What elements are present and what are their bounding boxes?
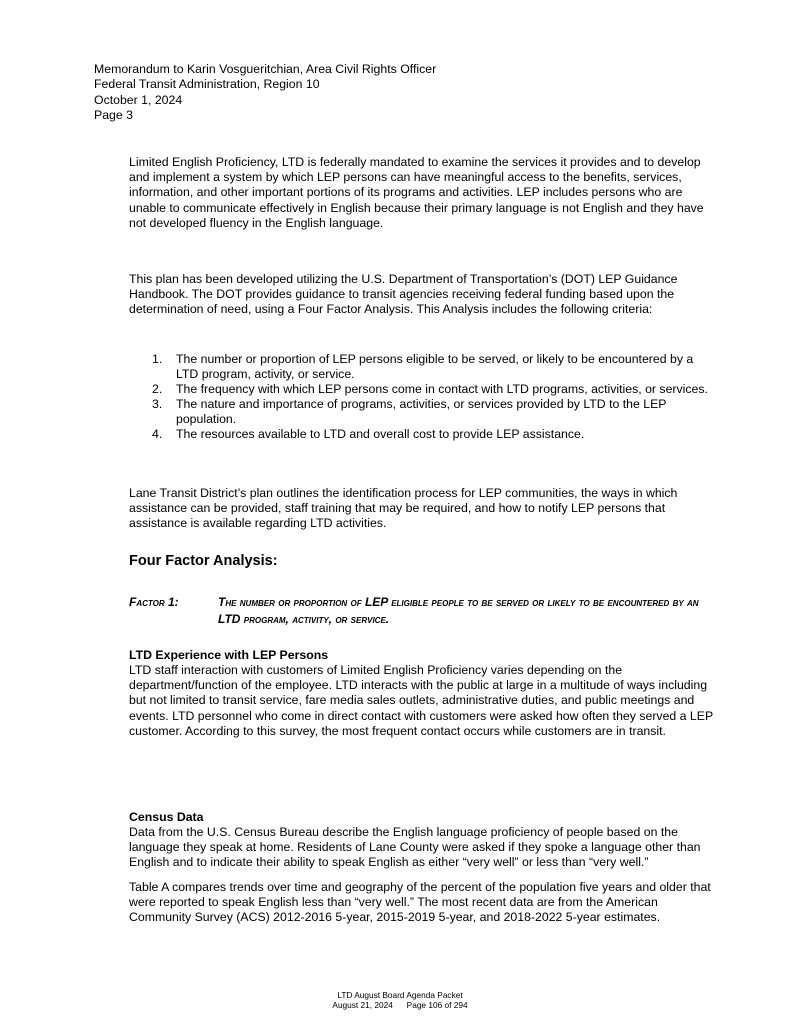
section-heading: Four Factor Analysis:: [129, 553, 278, 569]
census-paragraph: Data from the U.S. Census Bureau describe the English language proficiency of people based on the language they speak at home. Residents of Lane County were asked if they spoke a language other than English and to indicate their ability to speak English as either “very well” or less than “very well.”: [129, 825, 701, 870]
census-heading: Census Data: [129, 810, 204, 824]
factor-text: The number or proportion of LEP eligible people to be served or likely to be encountered by an LTD program, activity, or service.: [218, 595, 699, 626]
memo-date: October 1, 2024: [94, 92, 183, 107]
list-item: [152, 427, 712, 442]
memo-page: Page 3: [94, 108, 133, 123]
memo-recipient: Memorandum to Karin Vosgueritchian, Area Civil Rights Officer: [94, 62, 437, 76]
list-item: [152, 397, 712, 427]
experience-paragraph: LTD staff interaction with customers of Limited English Proficiency varies depending on the department/function of the employee. LTD interacts with the public at large in a multitude of ways including but not limited to transit service, fare media sales outlets, administrative duties, and public meetings and events. LTD personnel who come in direct contact with customers were asked how often they served a LEP customer. According to this survey, the most frequent contact occurs while customers are in transit.: [129, 663, 713, 738]
experience-heading: LTD Experience with LEP Persons: [129, 648, 329, 662]
memo-header: [94, 62, 436, 124]
outline-paragraph: Lane Transit District’s plan outlines the identification process for LEP communities, the ways in which assistance can be provided, staff training that may be required, and how to notify LEP persons that assistance is available regarding LTD activities.: [129, 486, 678, 531]
list-text: The nature and importance of programs, activities, or services provided by LTD to the LEP population.: [176, 396, 667, 426]
list-number: 1.: [152, 352, 163, 366]
list-number: 2.: [152, 381, 163, 396]
intro-paragraph: Limited English Proficiency, LTD is federally mandated to examine the services it provides and to develop and implement a system by which LEP persons can have meaningful access to the benefits, services, information, and other important portions of its programs and activities. LEP includes persons who are unable to communicate effectively in English because their primary language is not English and they have not developed fluency in the English language.: [129, 155, 704, 230]
memo-agency: Federal Transit Administration, Region 10: [94, 77, 320, 92]
page-footer: [0, 990, 800, 1010]
list-text: The number or proportion of LEP persons eligible to be served, or likely to be encountered by a LTD program, activity, or service.: [176, 352, 694, 381]
footer-page: August 21, 2024 Page 106 of 294: [332, 1000, 468, 1010]
list-text: The resources available to LTD and overall cost to provide LEP assistance.: [176, 426, 585, 441]
factor-label: Factor 1:: [129, 595, 179, 609]
list-text: The frequency with which LEP persons come in contact with LTD programs, activities, or services.: [176, 381, 708, 396]
footer-packet: LTD August Board Agenda Packet: [337, 990, 463, 1000]
list-item: [152, 382, 712, 397]
plan-paragraph: This plan has been developed utilizing the U.S. Department of Transportation’s (DOT) LEP Guidance Handbook. The DOT provides guidance to transit agencies receiving federal funding based upon the determination of need, using a Four Factor Analysis. This Analysis includes the following criteria:: [129, 272, 678, 317]
list-number: 3.: [152, 396, 163, 411]
list-item: [152, 352, 712, 382]
criteria-list: [152, 352, 712, 441]
table-a-paragraph: Table A compares trends over time and geography of the percent of the population five years and older that were reported to speak English less than “very well.” The most recent data are from the American Community Survey (ACS) 2012-2016 5-year, 2015-2019 5-year, and 2018-2022 5-year estimates.: [129, 880, 711, 925]
list-number: 4.: [152, 426, 163, 441]
